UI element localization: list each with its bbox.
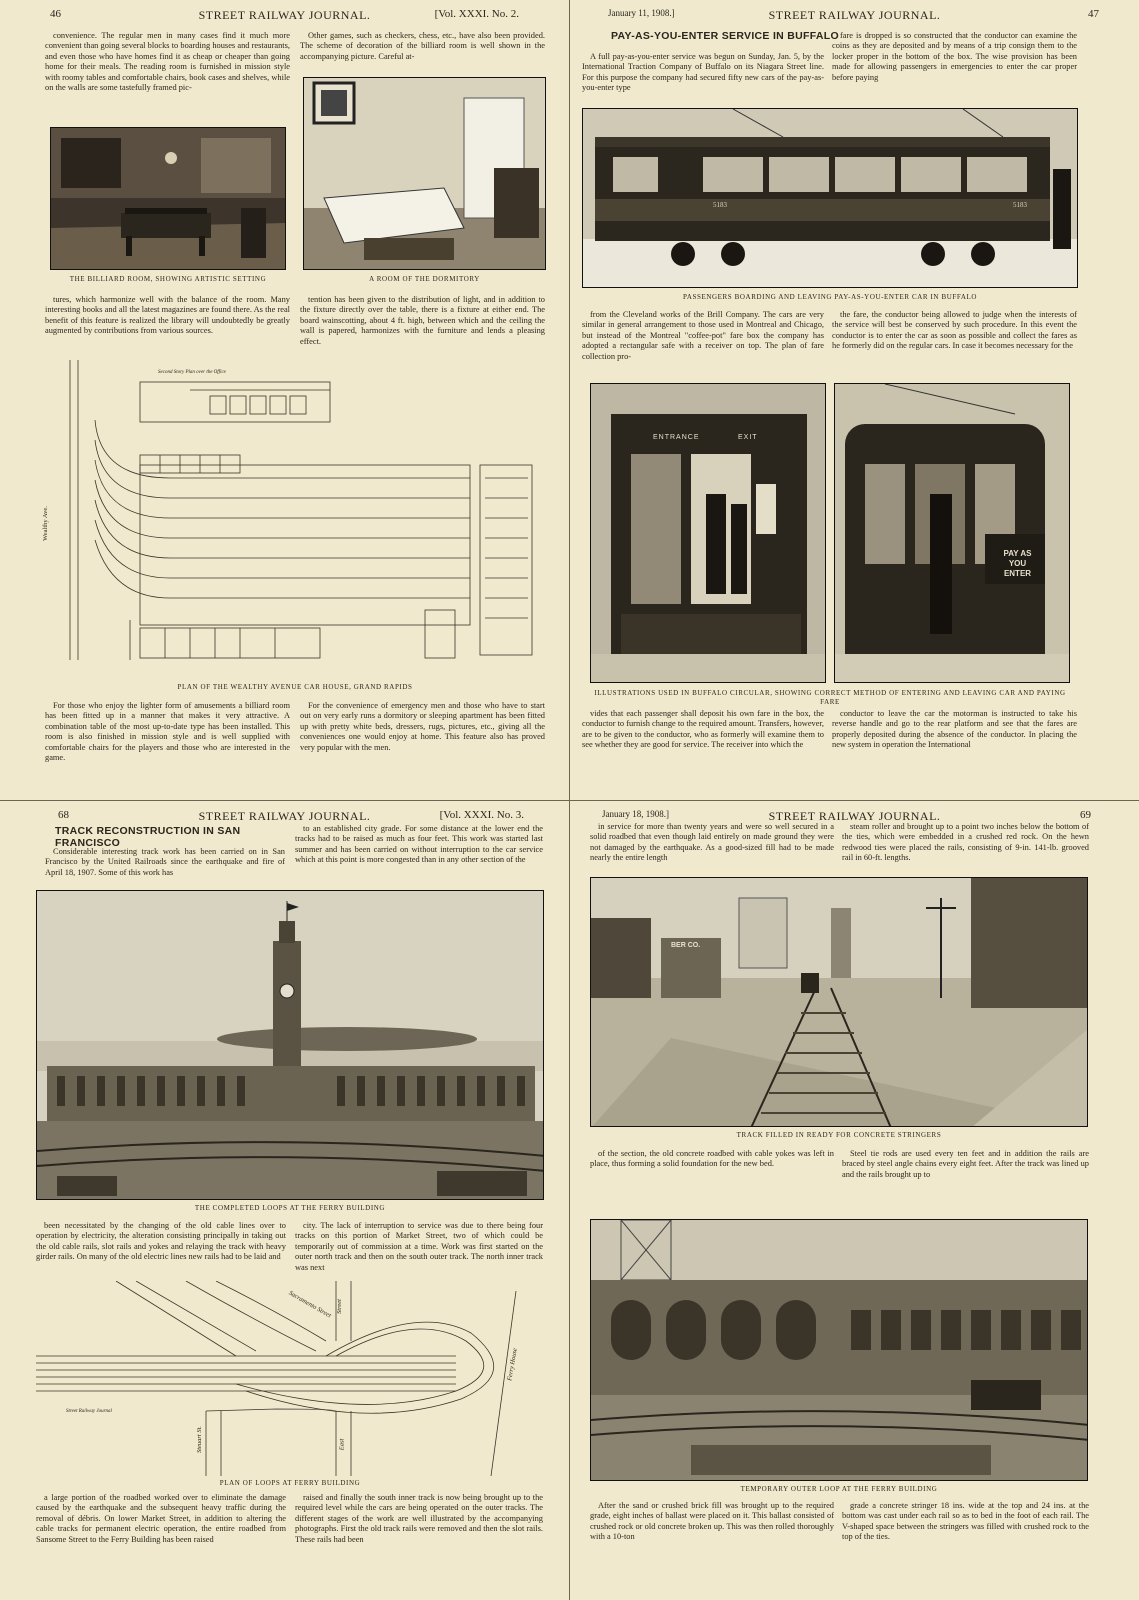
volume-label: [Vol. XXXI. No. 3. [439, 809, 524, 821]
page-68 [0, 801, 569, 1600]
ferry-building-photo [36, 890, 544, 1200]
page-number: 69 [1080, 809, 1091, 821]
plan-credit: Street Railway Journal [66, 1409, 112, 1414]
text-col1-top: convenience. The regular men in many cases find it much more convenient than going several blocks to boarding houses and restaurants, and even those who have homes find it as cheap or cheaper than going home for their meals. The reading room is furnished in mission style with roomy tables and comfortable chairs, book cases and shelves, while on the walls are some tastefully framed pic- [45, 31, 290, 93]
track-filled-photo [590, 877, 1088, 1127]
text-col1-bottom: For those who enjoy the lighter form of amusements a billiard room has been fitted up in a manner that makes it very attractive. A combination table of the most up-to-date type has been installed. This room is also finished in mission style and is well supplied with comfortable chairs for the players and those who are interested in the game. [45, 701, 290, 763]
text-col1-mid: from the Cleveland works of the Brill Company. The cars are very similar in general arrangement to those used in Montreal and Chicago, but instead of the Montreal "coffee-pot" fare box the company has adopted a rectangular safe with a receiver on top. The plan of fare collection pro- [582, 310, 824, 361]
page-number: 47 [1088, 8, 1099, 20]
text-col1-mid: tures, which harmonize well with the balance of the room. Many interesting books and all the latest magazines are found there. As the real benefit of this feature is realized the library will undoubtedly be greatly augmented by contributions from various sources. [45, 295, 290, 336]
text-col2-mid: the fare, the conductor being allowed to judge when the interests of the service will best be conserved by such procedure. In this event the conductor is to enter the car as soon as possible and collect the fares as he formerly did on the regular cars. In case it becomes necessary for the [832, 310, 1077, 351]
text-col1-top: A full pay-as-you-enter service was begun on Sunday, Jan. 5, by the International Traction Company of Buffalo on its Niagara Street line. For this purpose the company had secured fifty new cars of the pay-as-you-enter type [582, 52, 824, 93]
sign-exit: EXIT [738, 434, 758, 441]
entrance-photo [590, 383, 826, 683]
caption-dormitory: A ROOM OF THE DORMITORY [369, 275, 480, 283]
journal-title: STREET RAILWAY JOURNAL. [768, 809, 941, 823]
plan-note: Second Story Plan over the Office [158, 370, 226, 375]
page-header [0, 809, 569, 825]
article-heading: TRACK RECONSTRUCTION IN SAN FRANCISCO [55, 825, 241, 849]
article-heading: PAY-AS-YOU-ENTER SERVICE IN BUFFALO [611, 30, 839, 42]
text-col2-mid: city. The lack of interruption to service was due to there being four tracks on this portion of Market Street, two of which could be temporarily out of commission at a time. Work was first started on the outer north track and then on the south outer track. The north inner track was next [295, 1221, 543, 1272]
pay-as-you-enter-photo [834, 383, 1070, 683]
text-col2-bottom: grade a concrete stringer 18 ins. wide at the top and 24 ins. at the bottom was cast under each rail so as to bed in the foot of each rail. The V-shaped space between the stringers was filled with crushed rock to the top of the ties. [842, 1501, 1089, 1542]
page-69 [570, 801, 1139, 1600]
text-col1-bottom: a large portion of the roadbed worked over to eliminate the damage caused by the earthquake and the subsequent heavy traffic during the removal of débris. On lower Market Street, in addition to altering the cable tracks for permanent electric operation, the entire roadbed from Sansome Street to the Ferry Building has been raised [36, 1493, 286, 1544]
temporary-loop-photo [590, 1219, 1088, 1481]
sign-pay-line2: YOU ENTER [1003, 559, 1032, 578]
street-label-wealthy: Wealthy Ave. [41, 506, 49, 541]
text-col2-top: Other games, such as checkers, chess, etc., have also been provided. The scheme of decoration of the billiard room is well shown in the accompanying picture. Careful at- [300, 31, 545, 61]
sign-entrance: ENTRANCE [653, 434, 700, 441]
text-col2-top: to an established city grade. For some distance at the lower end the tracks had to be raised as much as four feet. This work was started last summer and has been carried on without interruption to the car service which at this point is more congested than in any other section of the [295, 824, 543, 865]
text-col2-bottom: For the convenience of emergency men and those who have to start out on very early runs a dormitory or sleeping apartment has been fitted up with pretty white beds, dressers, rugs, pictures, etc., giving all the conveniences one would enjoy at home. This feature also has proved very popular with the men. [300, 701, 545, 752]
page-number: 68 [58, 809, 69, 821]
sign-pay-line1: PAY AS [1003, 549, 1032, 558]
text-col2-top: steam roller and brought up to a point two inches below the bottom of the ties, which were embedded in a crushed red rock. On the hewn redwood ties were placed the rails, consisting of 9-in. 141-lb. grooved rail in 60-ft. lengths. [842, 822, 1089, 863]
street-label-ferry-house: Ferry House [506, 1347, 519, 1382]
street-label-street: Street [335, 1299, 343, 1314]
text-col1-bottom: After the sand or crushed brick fill was brought up to the required grade, eight inches of ballast were placed on it. This ballast consisted of crushed rock or old concrete broken up. This was then rolled thoroughly with a 10-ton [590, 1501, 834, 1542]
volume-label: [Vol. XXXI. No. 2. [434, 8, 519, 20]
street-label-sacramento: Sacramento Street [287, 1289, 333, 1320]
page-number: 46 [50, 8, 61, 20]
street-label-steuart: Steuart St. [196, 1425, 204, 1454]
text-col2-top: fare is dropped is so constructed that the conductor can examine the coins as they are deposited and by means of a trip consign them to the locker proper in the bottom of the box. The wise provision has been made for allowing passengers in emergencies to enter the car proper before paying [832, 31, 1077, 82]
streetcar-photo [582, 108, 1078, 288]
storefront-sign: BER CO. [671, 942, 701, 949]
text-col2-bottom: raised and finally the south inner track is now being brought up to the required level while the cars are being operated on the outer tracks. The different stages of the work are well illustrated by the accompanying photographs. First the old track rails were removed and then the slot rails. These rails had been [295, 1493, 543, 1544]
car-number-front: 5183 [713, 201, 727, 209]
issue-date: January 18, 1908.] [602, 809, 669, 819]
text-col1-mid: of the section, the old concrete roadbed with cable yokes was left in place, thus forming a solid foundation for the new bed. [590, 1149, 834, 1169]
caption-completed-loops: THE COMPLETED LOOPS AT THE FERRY BUILDING [194, 1204, 386, 1212]
caption-circular: ILLUSTRATIONS USED IN BUFFALO CIRCULAR, SHOWING CORRECT METHOD OF ENTERING AND LEAVING CAR AND PAYING FARE [594, 689, 1066, 706]
page-header [0, 8, 569, 24]
text-col2-mid: tention has been given to the distribution of light, and in addition to the fixture directly over the table, there is a fixture at either end. The board wainscotting, about 4 ft. high, between which and the ceiling the wall is papered, harmonizes with the furniture and lends a pleasing effect. [300, 295, 545, 346]
issue-date: January 11, 1908.] [608, 8, 675, 18]
caption-billiard: THE BILLIARD ROOM, SHOWING ARTISTIC SETTING [69, 275, 267, 283]
street-label-east: East [338, 1438, 346, 1451]
caption-streetcar: PASSENGERS BOARDING AND LEAVING PAY-AS-YOU-ENTER CAR IN BUFFALO [682, 293, 978, 301]
ferry-loops-plan [36, 1281, 544, 1476]
dormitory-photo [303, 77, 546, 270]
text-col2-bottom: conductor to leave the car the motorman is instructed to take his reverse handle and go to the rear platform and see that the fares are properly deposited during the absence of the conductor. In placing the new system in operation the International [832, 709, 1077, 750]
car-house-plan [40, 360, 550, 680]
caption-plan: PLAN OF THE WEALTHY AVENUE CAR HOUSE, GRAND RAPIDS [177, 683, 413, 691]
car-number-rear: 5183 [1013, 201, 1027, 209]
journal-title: STREET RAILWAY JOURNAL. [198, 8, 371, 22]
caption-temporary-loop: TEMPORARY OUTER LOOP AT THE FERRY BUILDING [740, 1485, 938, 1493]
sign-pay-as-you-enter [995, 549, 1040, 579]
billiard-room-photo [50, 127, 286, 270]
text-col1-top: in service for more than twenty years and were so well secured in a solid roadbed that even though laid entirely on made ground they were not damaged by the earthquake. As a good-sized fill had to be made nearly the entire length [590, 822, 834, 863]
text-col2-mid: Steel tie rods are used every ten feet and in addition the rails are braced by steel angle chains every eight feet. After the track was lined up and the rails brought up to [842, 1149, 1089, 1179]
journal-title: STREET RAILWAY JOURNAL. [768, 8, 941, 22]
text-col1-mid: been necessitated by the changing of the old cable lines over to operation by electricity, the alteration consisting principally in taking out the old cable rails, slot rails and yokes and relaying the track with heavy girder rails. On many of the old electric lines new rails had to be laid and [36, 1221, 286, 1262]
text-col1-top: Considerable interesting track work has been carried on in San Francisco by the United Railroads since the earthquake and fire of April 18, 1907. Some of this work has [45, 847, 285, 877]
caption-plan-loops: PLAN OF LOOPS AT FERRY BUILDING [219, 1479, 361, 1487]
page-header [570, 8, 1139, 24]
caption-track-filled: TRACK FILLED IN READY FOR CONCRETE STRINGERS [736, 1131, 942, 1139]
page-47 [570, 0, 1139, 800]
journal-title: STREET RAILWAY JOURNAL. [198, 809, 371, 823]
page-46 [0, 0, 569, 800]
text-col1-bottom: vides that each passenger shall deposit his own fare in the box, the conductor to furnish change to the required amount. Transfers, however, are to be given to the conductor, who as formerly will examine them to see whether they are good for service. The receiver into which the [582, 709, 825, 750]
